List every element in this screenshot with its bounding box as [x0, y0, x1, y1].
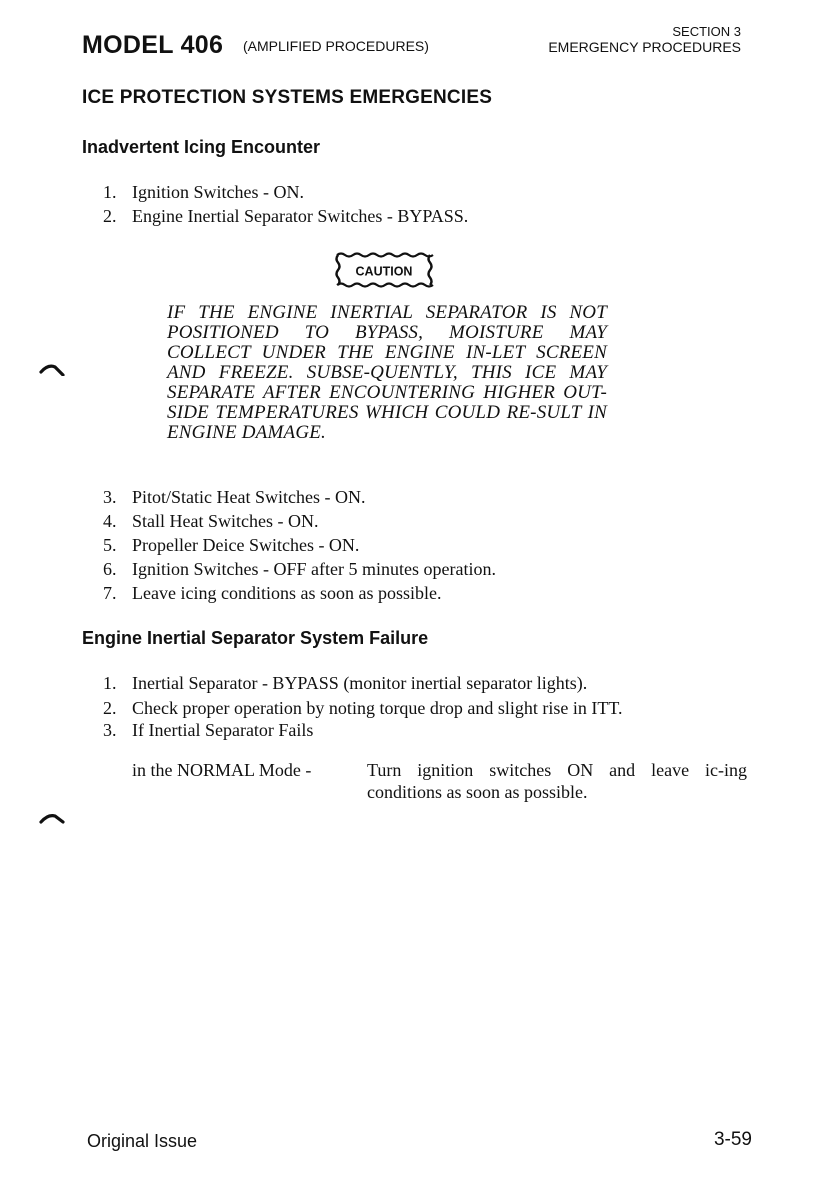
revision-mark [38, 810, 66, 824]
icing-steps-list-a [103, 180, 468, 228]
step-number: 1. [103, 673, 117, 693]
list-item [103, 180, 468, 204]
separator-failure-heading: Engine Inertial Separator System Failure [82, 628, 429, 648]
step-number: 1. [103, 182, 117, 202]
step-text: Stall Heat Switches - ON. [132, 511, 319, 531]
inadvertent-icing-heading: Inadvertent Icing Encounter [82, 137, 321, 157]
separator-steps-list [103, 671, 748, 742]
step-text: Leave icing conditions as soon as possible. [132, 583, 442, 603]
step-text: If Inertial Separator Fails [132, 720, 314, 740]
section-title: EMERGENCY PROCEDURES [548, 39, 741, 55]
step-number: 5. [103, 535, 117, 555]
normal-mode-label: in the NORMAL Mode - [132, 760, 312, 780]
step-number: 2. [103, 206, 117, 226]
step-number: 4. [103, 511, 117, 531]
main-title: ICE PROTECTION SYSTEMS EMERGENCIES [82, 87, 493, 108]
normal-mode-action: Turn ignition switches ON and leave ic-ing conditions as soon as possible. [367, 760, 747, 802]
list-item [103, 533, 496, 557]
model-subtitle: (AMPLIFIED PROCEDURES) [243, 38, 429, 54]
list-item [103, 204, 468, 228]
list-item [103, 671, 748, 695]
list-item [103, 557, 496, 581]
icing-steps-list-b [103, 485, 496, 605]
step-text: Inertial Separator - BYPASS (monitor inertial separator lights). [132, 673, 588, 693]
step-number: 3. [103, 720, 117, 740]
list-item [103, 485, 496, 509]
step-text: Propeller Deice Switches - ON. [132, 535, 360, 555]
caution-label: CAUTION [355, 264, 413, 279]
step-number: 2. [103, 698, 117, 718]
list-item [103, 581, 496, 605]
caution-text: IF THE ENGINE INERTIAL SEPARATOR IS NOT POSITIONED TO BYPASS, MOISTURE MAY COLLECT UNDER THE ENGINE IN-LET SCREEN AND FREEZE. SUBSE-QUENTLY, THIS ICE MAY SEPARATE AFTER ENCOUNTERING HIGHER OUT-SIDE TEMPERATURES WHICH COULD RE-SULT IN ENGINE DAMAGE. [167, 302, 607, 443]
revision-mark [38, 362, 66, 376]
step-text: Engine Inertial Separator Switches - BYPASS. [132, 206, 469, 226]
step-number: 7. [103, 583, 117, 603]
step-number: 6. [103, 559, 117, 579]
step-text: Pitot/Static Heat Switches - ON. [132, 487, 366, 507]
list-item [103, 695, 748, 718]
step-text: Check proper operation by noting torque drop and slight rise in ITT. [132, 698, 623, 718]
step-text: Ignition Switches - ON. [132, 182, 304, 202]
list-item [103, 509, 496, 533]
page-number: 3-59 [713, 1129, 752, 1150]
section-number: SECTION 3 [672, 24, 741, 39]
model-title: MODEL 406 [82, 31, 224, 59]
footer-issue: Original Issue [87, 1131, 198, 1151]
step-text: Ignition Switches - OFF after 5 minutes operation. [132, 559, 496, 579]
list-item [103, 718, 748, 742]
step-number: 3. [103, 487, 117, 507]
caution-label-box [334, 251, 434, 289]
